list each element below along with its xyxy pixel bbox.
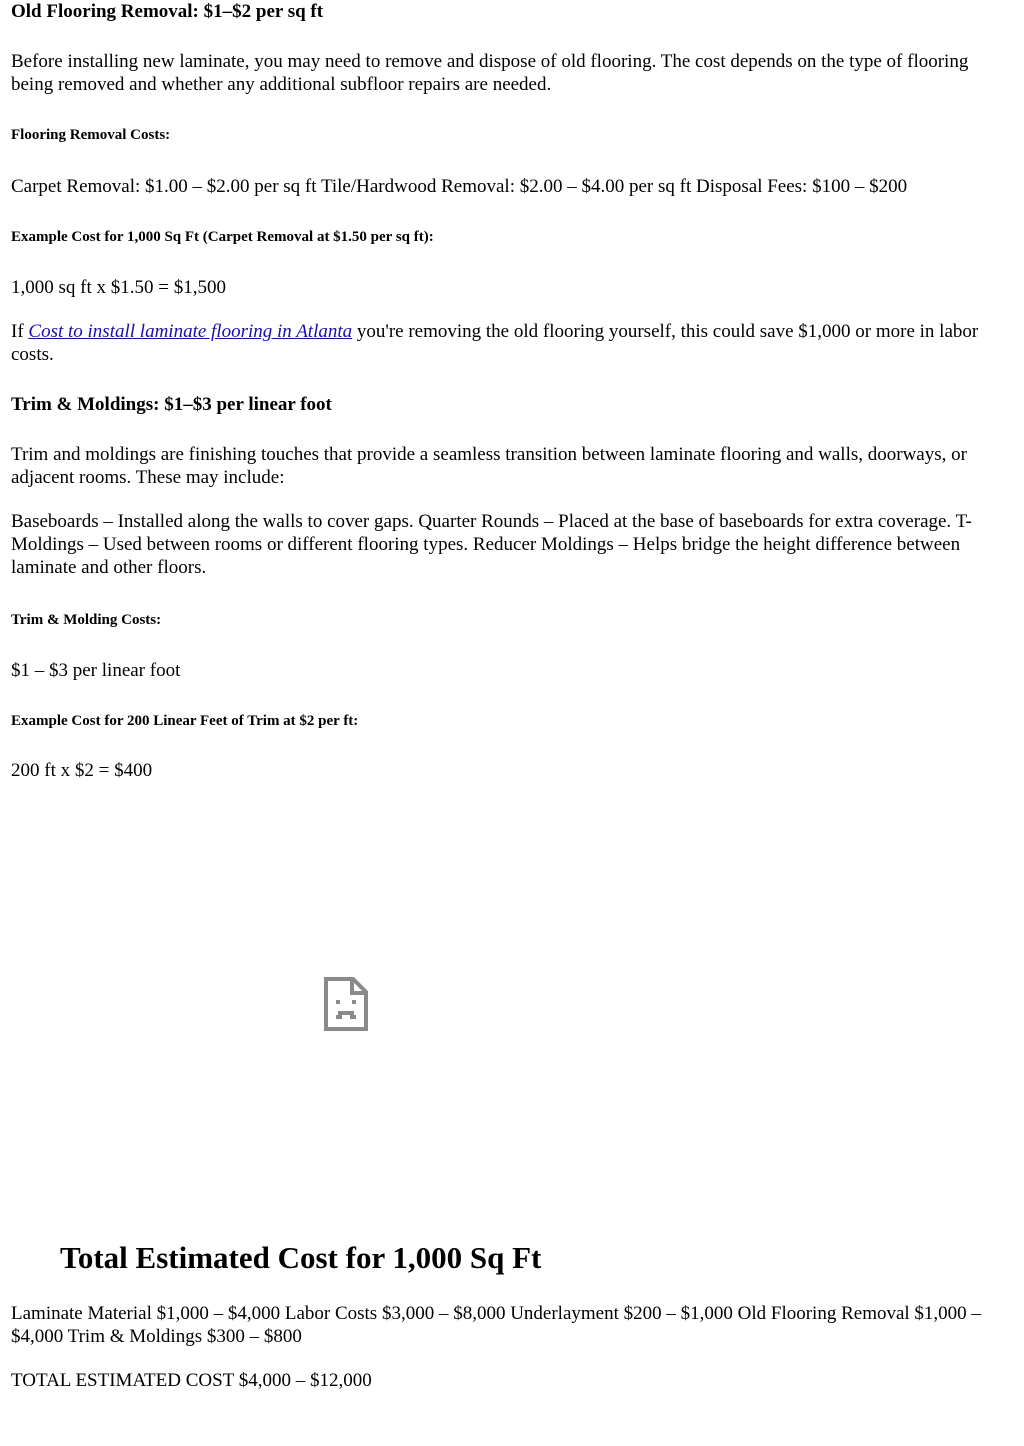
atlanta-install-cost-link[interactable]: Cost to install laminate flooring in Atlanta xyxy=(28,321,353,342)
removal-note-prefix: If xyxy=(11,321,29,342)
trim-types-text: Baseboards – Installed along the walls to cover gaps. Quarter Rounds – Placed at the base of baseboards for extra coverage. T-Moldings – Used between rooms or different flooring types. Reducer Moldings – Helps bridge the height difference between laminate and other floors. xyxy=(11,511,972,578)
removal-costs-text: Carpet Removal: $1.00 – $2.00 per sq ft Tile/Hardwood Removal: $2.00 – $4.00 per sq ft Disposal Fees: $100 – $200 xyxy=(11,176,908,197)
removal-costs-heading: Flooring Removal Costs: xyxy=(11,127,171,143)
total-breakdown: Laminate Material $1,000 – $4,000 Labor Costs $3,000 – $8,000 Underlayment $200 – $1,000 Old Flooring Removal $1,000 – $4,000 Trim & Moldings $300 – $800 xyxy=(11,1303,981,1347)
removal-example-text: 1,000 sq ft x $1.50 = $1,500 xyxy=(11,277,226,298)
removal-intro: Before installing new laminate, you may need to remove and dispose of old flooring. The cost depends on the type of flooring being removed and whether any additional subfloor repairs are needed. xyxy=(11,51,969,95)
trim-costs-text: $1 – $3 per linear foot xyxy=(11,660,181,681)
trim-example-heading: Example Cost for 200 Linear Feet of Trim at $2 per ft: xyxy=(11,713,359,729)
total-heading: Total Estimated Cost for 1,000 Sq Ft xyxy=(60,1240,542,1275)
broken-image-icon xyxy=(323,976,369,1032)
trim-costs-heading: Trim & Molding Costs: xyxy=(11,612,162,628)
removal-heading: Old Flooring Removal: $1–$2 per sq ft xyxy=(11,1,324,22)
trim-example-text: 200 ft x $2 = $400 xyxy=(11,760,153,781)
removal-example-heading: Example Cost for 1,000 Sq Ft (Carpet Removal at $1.50 per sq ft): xyxy=(11,229,434,245)
removal-note-suffix: you're removing the old flooring yourself, this could save $1,000 or more in labor costs. xyxy=(11,321,979,365)
removal-note xyxy=(11,320,1014,366)
trim-intro: Trim and moldings are finishing touches that provide a seamless transition between laminate flooring and walls, doorways, or adjacent rooms. These may include: xyxy=(11,444,967,488)
total-estimated-cost: TOTAL ESTIMATED COST $4,000 – $12,000 xyxy=(11,1370,372,1391)
trim-heading: Trim & Moldings: $1–$3 per linear foot xyxy=(11,394,332,415)
